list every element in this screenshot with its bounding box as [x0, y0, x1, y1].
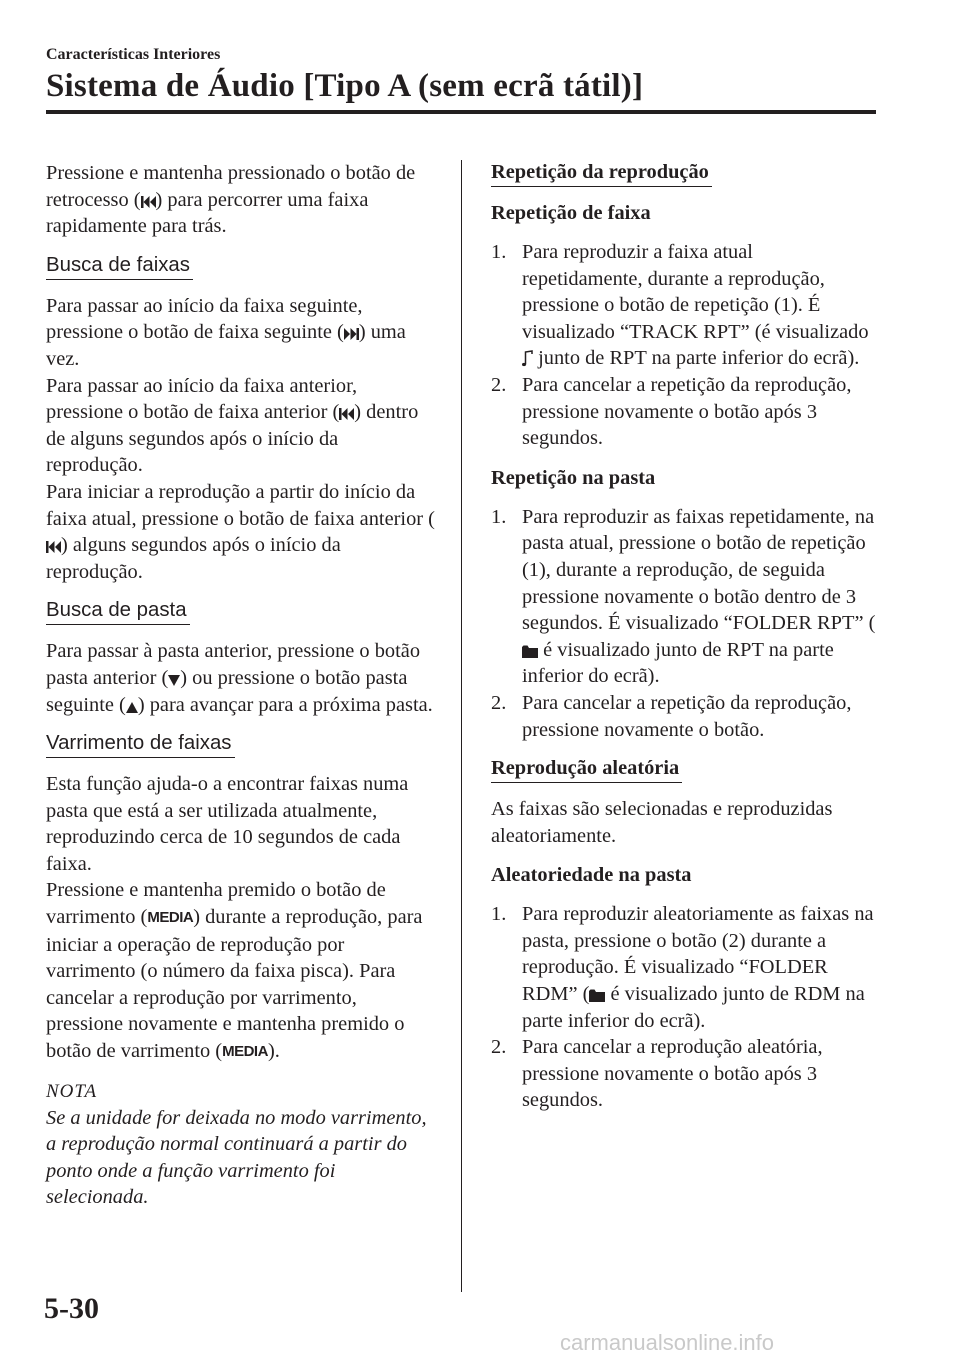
list-item: 1. Para reproduzir aleatoriamente as faixas na pasta, pressione o botão (2) durante a reprodução. É visualizado “FOLDER RDM” ( é visualizado junto de RDM na parte inferior do ecrã). [491, 903, 874, 1032]
section-label: Características Interiores [46, 46, 221, 63]
list-item: 1. Para reproduzir as faixas repetidamente, na pasta atual, pressione o botão de repetição (1), durante a reprodução, de seguida pressione novamente o botão dentro de 3 segundos. É visualizado “FOLDER RPT” ( é visualizado junto de RPT na parte inferior do ecrã). [491, 505, 876, 688]
folder-down-icon [168, 674, 180, 687]
right-column [491, 160, 876, 1114]
aleatoria-heading: Reprodução aleatória [491, 756, 682, 783]
watermark: carmanualsonline.info [560, 1330, 775, 1355]
varrimento-heading: Varrimento de faixas [46, 731, 235, 758]
left-column [46, 160, 438, 1211]
previous-track-icon [141, 195, 156, 209]
list-item: 2. Para cancelar a repetição da reprodução, pressione novamente o botão. [491, 691, 852, 741]
busca-pasta-text: Para passar à pasta anterior, pressione o botão pasta anterior ( ) ou pressione o botão pasta seguinte ( ) para avançar para a próxima pasta. [46, 640, 433, 716]
previous-track-icon [339, 407, 354, 421]
repeticao-heading: Repetição da reprodução [491, 160, 712, 187]
aleatoria-text: As faixas são selecionadas e reproduzidas aleatoriamente. [491, 798, 833, 847]
media-button-icon: MEDIA [147, 909, 194, 927]
list-item: 2. Para cancelar a reprodução aleatória, pressione novamente o botão após 3 segundos. [491, 1036, 823, 1112]
rep-pasta-list [491, 504, 876, 743]
note-text: Se a unidade for deixada no modo varrimento, a reprodução normal continuará a partir do ponto onde a função varrimento foi selecionada. [46, 1106, 427, 1209]
column-divider [461, 160, 462, 1292]
aleat-pasta-list [491, 901, 876, 1114]
intro-paragraph: Pressione e mantenha pressionado o botão de retrocesso ( ) para percorrer uma faixa rapidamente para trás. [46, 162, 416, 238]
rep-faixa-list [491, 239, 876, 452]
busca-faixas-heading: Busca de faixas [46, 253, 193, 280]
note-title: NOTA [46, 1080, 98, 1102]
music-note-icon [522, 350, 533, 367]
page-title: Sistema de Áudio [Tipo A (sem ecrã tátil)] [46, 68, 644, 104]
page-number: 5-30 [44, 1292, 99, 1325]
busca-faixas-text: Para passar ao início da faixa seguinte, pressione o botão de faixa seguinte ( ) uma vez. Para passar ao início da faixa anterior, pressione o botão de faixa anterior ( ) dentro de alguns segundos após o início da reprodução. Para iniciar a reprodução a partir do início da faixa atual, pressione o botão de faixa anterior ( ) alguns segundos após o início da reprodução. [46, 294, 435, 583]
folder-up-icon [126, 701, 138, 714]
header-rule [46, 110, 876, 114]
rep-faixa-heading: Repetição de faixa [491, 202, 651, 224]
busca-pasta-heading: Busca de pasta [46, 598, 190, 625]
folder-icon [522, 644, 538, 659]
next-track-icon [344, 327, 359, 341]
aleat-pasta-heading: Aleatoriedade na pasta [491, 864, 692, 887]
media-button-icon: MEDIA [222, 1043, 268, 1061]
previous-track-icon [46, 540, 61, 554]
list-item: 1. Para reproduzir a faixa atual repetidamente, durante a reprodução, pressione o botão de repetição (1). É visualizado “TRACK RPT” (é visualizado junto de RPT na parte inferior do ecrã). [491, 241, 869, 370]
list-item: 2. Para cancelar a repetição da reprodução, pressione novamente o botão após 3 segundos. [491, 373, 852, 450]
folder-icon [589, 988, 605, 1003]
rep-pasta-heading: Repetição na pasta [491, 466, 656, 489]
varrimento-text: Esta função ajuda-o a encontrar faixas numa pasta que está a ser utilizada atualmente, reproduzindo cerca de 10 segundos de cada faixa. Pressione e mantenha premido o botão de varrimento (MEDIA) durante a reprodução, para iniciar a operação de reprodução por varrimento (o número da faixa pisca). Para cancelar a reprodução por varrimento, pressione novamente e mantenha premido o botão de varrimento (MEDIA). [46, 771, 438, 1066]
